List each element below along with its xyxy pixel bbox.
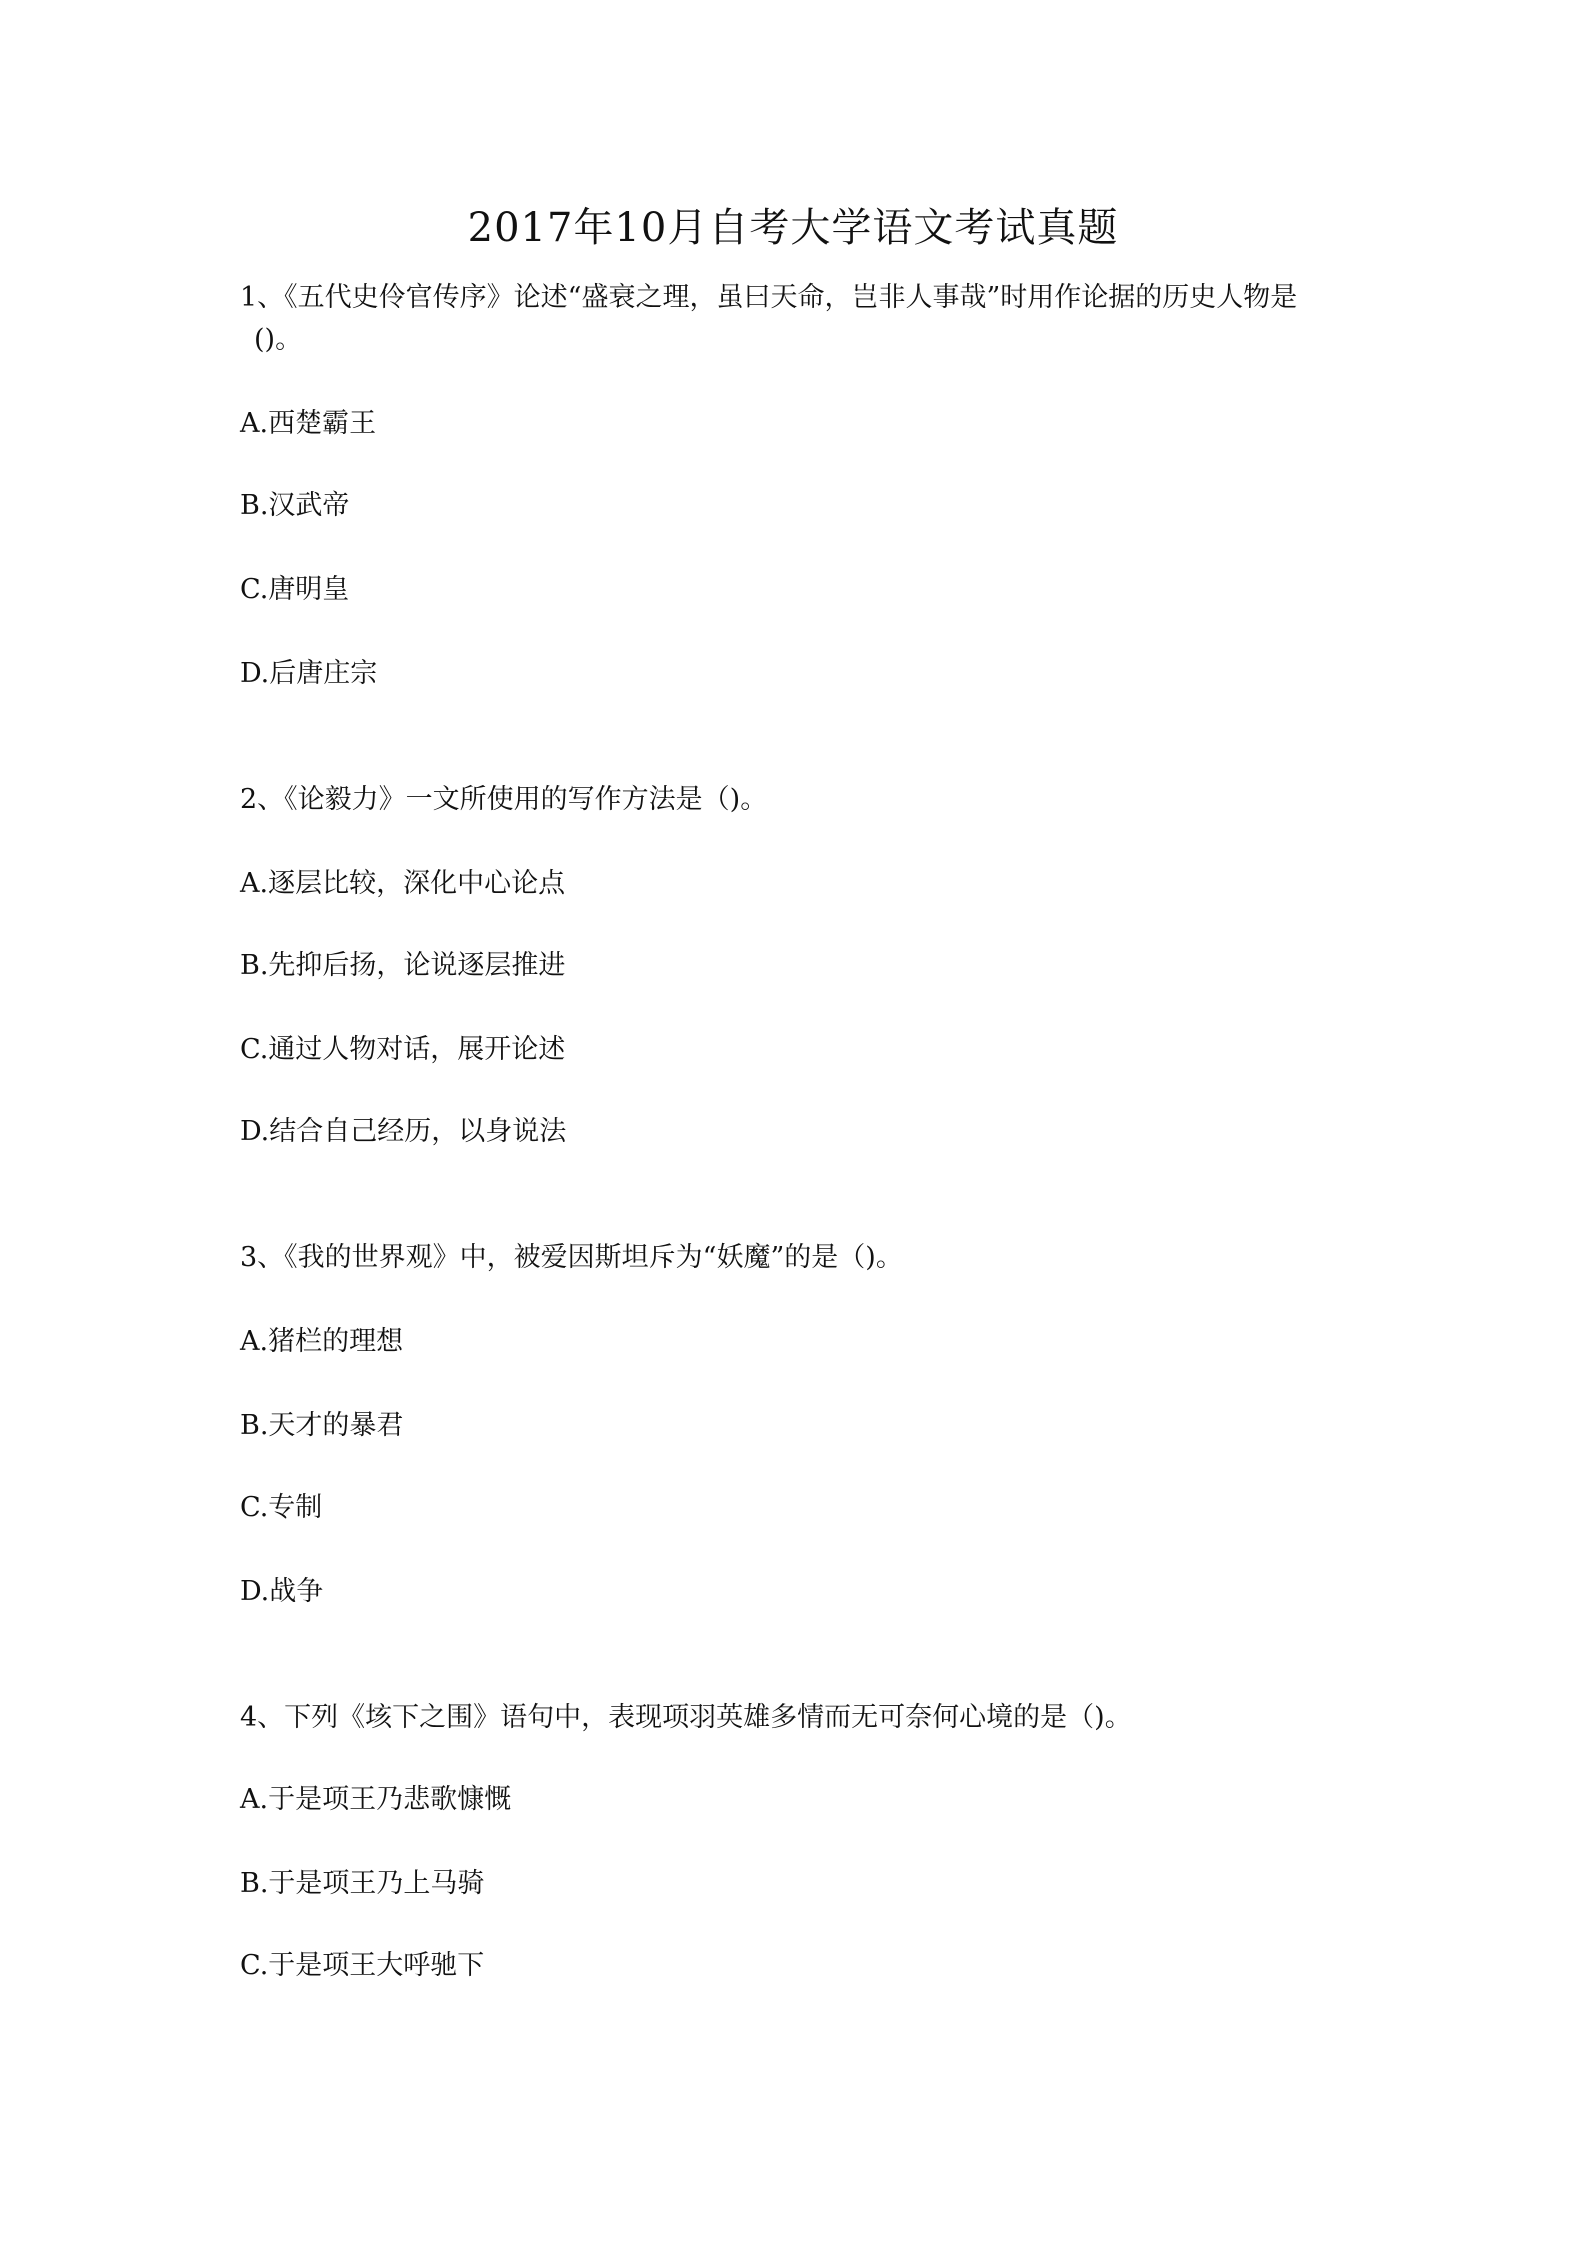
question-3-stem: 3、《我的世界观》中，被爱因斯坦斥为“妖魔”的是（)。 <box>240 1242 903 1273</box>
question-3-option-c: C.专制 <box>240 1492 323 1523</box>
question-2-option-b: B.先抑后扬，论说逐层推进 <box>240 950 566 981</box>
question-1-option-c: C.唐明皇 <box>240 574 350 605</box>
document-title: 2017年10月自考大学语文考试真题 <box>467 205 1119 251</box>
question-4-option-b: B.于是项王乃上马骑 <box>240 1868 485 1899</box>
question-1-option-b: B.汉武帝 <box>240 490 350 521</box>
question-1-option-a: A.西楚霸王 <box>240 408 377 439</box>
question-2-option-d: D.结合自己经历，以身说法 <box>240 1116 567 1147</box>
question-2-stem: 2、《论毅力》一文所使用的写作方法是（)。 <box>240 784 768 815</box>
question-2-option-a: A.逐层比较，深化中心论点 <box>240 868 566 899</box>
question-1-stem: 1、《五代史伶官传序》论述“盛衰之理，虽曰天命，岂非人事哉”时用作论据的历史人物是 <box>240 282 1298 313</box>
question-4-option-a: A.于是项王乃悲歌慷慨 <box>240 1784 512 1815</box>
question-3-option-d: D.战争 <box>240 1576 324 1607</box>
question-4-option-c: C.于是项王大呼驰下 <box>240 1950 485 1981</box>
question-2-option-c: C.通过人物对话，展开论述 <box>240 1034 566 1065</box>
question-1-stem-continued: ()。 <box>254 324 303 355</box>
question-1-option-d: D.后唐庄宗 <box>240 658 378 689</box>
question-3-option-a: A.猪栏的理想 <box>240 1326 404 1357</box>
question-3-option-b: B.天才的暴君 <box>240 1410 404 1441</box>
question-4-stem: 4、下列《垓下之围》语句中，表现项羽英雄多情而无可奈何心境的是（)。 <box>240 1702 1132 1733</box>
